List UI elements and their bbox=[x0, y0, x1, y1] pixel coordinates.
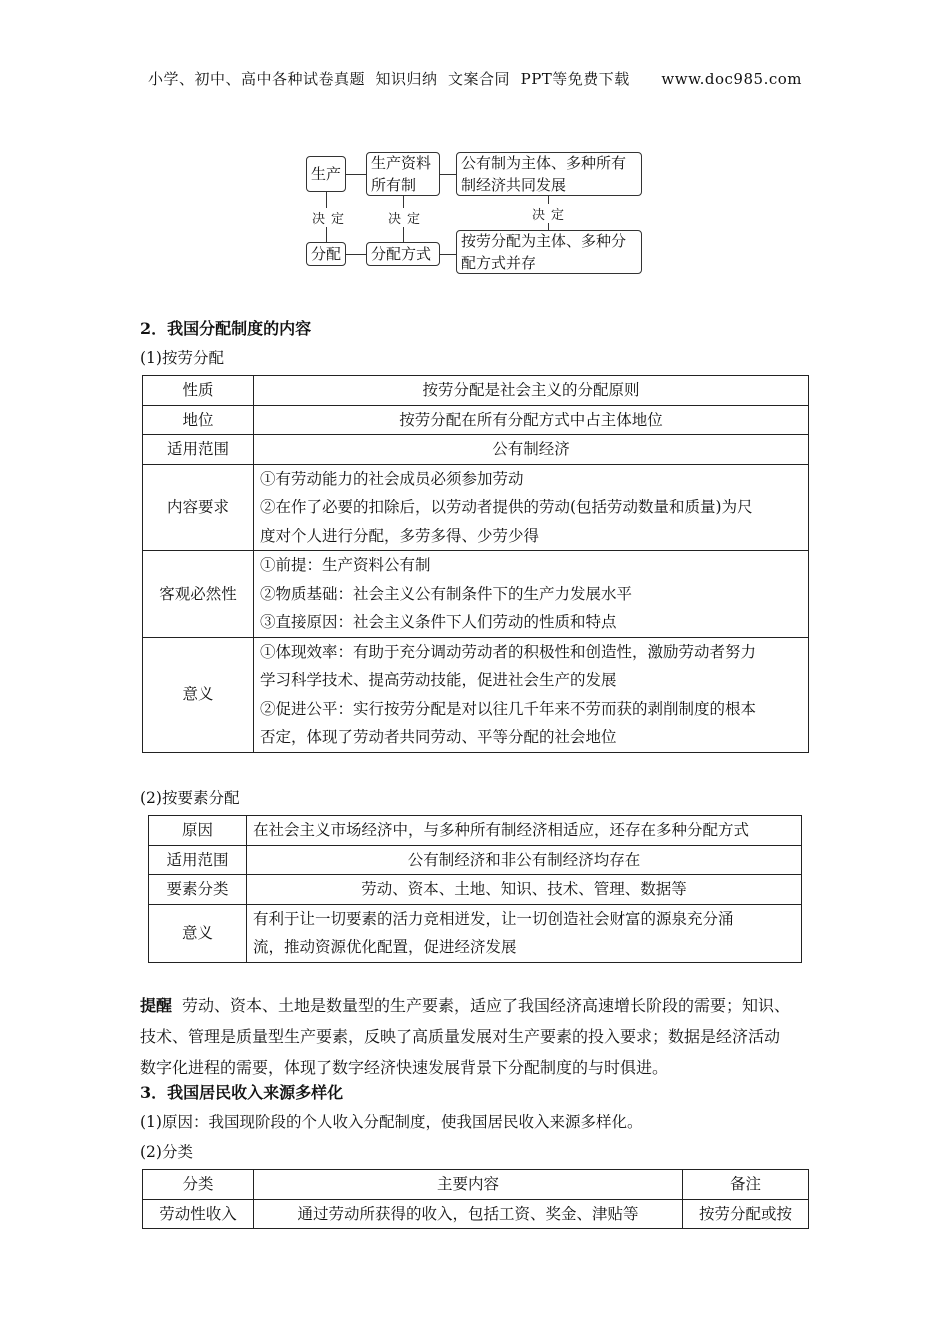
diagram-distribution-box bbox=[306, 242, 346, 266]
table-row bbox=[143, 1170, 809, 1200]
table-row bbox=[143, 464, 809, 551]
table-cell-line: 学习科学技术、提高劳动技能，促进社会生产的发展 bbox=[260, 671, 617, 689]
diagram-distribution-mode-label: 分配方式 bbox=[371, 245, 432, 263]
table-cell-line: 流，推动资源优化配置，促进经济发展 bbox=[253, 938, 517, 956]
labor-distribution-table bbox=[142, 375, 809, 753]
section-2-title: 2．我国分配制度的内容 bbox=[140, 319, 312, 338]
diagram-distribution-system-line1: 按劳分配为主体、多种分 bbox=[461, 232, 627, 250]
table-cell-line: ①前提：生产资料公有制 bbox=[260, 556, 431, 574]
table-cell: 劳动性收入 bbox=[143, 1199, 254, 1229]
diagram-ownership-line2: 所有制 bbox=[371, 176, 417, 194]
diagram-distribution-label: 分配 bbox=[311, 245, 342, 263]
table-cell: 原因 bbox=[149, 816, 247, 846]
table-cell-line: ①有劳动能力的社会成员必须参加劳动 bbox=[260, 469, 524, 488]
table-cell-line: 有利于让一切要素的活力竞相迸发，让一切创造社会财富的源泉充分涌 bbox=[253, 909, 734, 928]
page-header: 小学、初中、高中各种试卷真题 知识归纳 文案合同 PPT等免费下载 www.doc985.com bbox=[147, 70, 802, 88]
table-cell: 适用范围 bbox=[149, 845, 247, 875]
table-cell-line: ②在作了必要的扣除后，以劳动者提供的劳动(包括劳动数量和质量)为尺 bbox=[260, 498, 753, 516]
diagram-distribution-system-box bbox=[456, 230, 642, 274]
section-3-p1: (1)原因：我国现阶段的个人收入分配制度，使我国居民收入来源多样化。 bbox=[140, 1113, 643, 1131]
diagram-decide-label-1: 决定 bbox=[310, 208, 352, 227]
section-2-sub2: (2)按要素分配 bbox=[140, 789, 240, 807]
table-cell: 按劳分配在所有分配方式中占主体地位 bbox=[254, 405, 809, 435]
table-row bbox=[143, 405, 809, 435]
table-cell: 意义 bbox=[143, 637, 254, 752]
table-cell: 意义 bbox=[149, 904, 247, 962]
table-cell-line: ②促进公平：实行按劳分配是对以往几千年来不劳而获的剥削制度的根本 bbox=[260, 699, 757, 718]
table-row bbox=[143, 376, 809, 406]
table-header-cell: 备注 bbox=[683, 1170, 809, 1200]
table-header-cell: 主要内容 bbox=[254, 1170, 683, 1200]
table-cell: 地位 bbox=[143, 405, 254, 435]
table-cell: 公有制经济和非公有制经济均存在 bbox=[247, 845, 802, 875]
table-cell bbox=[254, 551, 809, 638]
diagram-ownership-system-box bbox=[456, 152, 642, 196]
table-row bbox=[143, 637, 809, 752]
table-cell: 劳动、资本、土地、知识、技术、管理、数据等 bbox=[247, 875, 802, 905]
table-row bbox=[149, 875, 802, 905]
table-cell: 按劳分配或按 bbox=[683, 1199, 809, 1229]
table-cell-line: ③直接原因：社会主义条件下人们劳动的性质和特点 bbox=[260, 613, 617, 631]
diagram-ownership-line1: 生产资料 bbox=[371, 154, 432, 172]
section-3-p2: (2)分类 bbox=[140, 1143, 193, 1161]
table-cell bbox=[254, 464, 809, 551]
table-cell: 要素分类 bbox=[149, 875, 247, 905]
diagram-distribution-system-line2: 配方式并存 bbox=[461, 254, 537, 272]
distribution-diagram bbox=[300, 148, 650, 276]
reminder-line-2: 技术、管理是质量型生产要素，反映了高质量发展对生产要素的投入要求；数据是经济活动 bbox=[140, 1027, 781, 1046]
table-cell: 通过劳动所获得的收入，包括工资、奖金、津贴等 bbox=[254, 1199, 683, 1229]
table-cell-line: 否定，体现了劳动者共同劳动、平等分配的社会地位 bbox=[260, 728, 617, 746]
diagram-ownership-system-line2: 制经济共同发展 bbox=[461, 176, 567, 194]
table-cell-line: ②物质基础：社会主义公有制条件下的生产力发展水平 bbox=[260, 584, 633, 603]
table-row bbox=[143, 551, 809, 638]
table-cell-line: ①体现效率：有助于充分调动劳动者的积极性和创造性，激励劳动者努力 bbox=[260, 642, 757, 661]
diagram-production-box bbox=[306, 156, 346, 192]
table-cell: 性质 bbox=[143, 376, 254, 406]
table-row bbox=[149, 816, 802, 846]
table-cell: 公有制经济 bbox=[254, 435, 809, 465]
table-row bbox=[149, 845, 802, 875]
table-cell: 客观必然性 bbox=[143, 551, 254, 638]
table-row bbox=[149, 904, 802, 962]
section-3-title: 3．我国居民收入来源多样化 bbox=[140, 1083, 344, 1102]
table-cell: 内容要求 bbox=[143, 464, 254, 551]
table-cell bbox=[247, 904, 802, 962]
reminder-line-3: 数字化进程的需要，体现了数字经济快速发展背景下分配制度的与时俱进。 bbox=[140, 1058, 669, 1077]
diagram-decide-label-3: 决定 bbox=[530, 204, 572, 223]
table-cell: 按劳分配是社会主义的分配原则 bbox=[254, 376, 809, 406]
section-2-sub1: (1)按劳分配 bbox=[140, 349, 224, 367]
factor-distribution-table bbox=[148, 815, 802, 963]
diagram-production-label: 生产 bbox=[311, 165, 342, 183]
table-cell: 适用范围 bbox=[143, 435, 254, 465]
table-cell bbox=[254, 637, 809, 752]
reminder-label: 提醒 bbox=[140, 996, 173, 1015]
diagram-distribution-mode-box bbox=[366, 242, 440, 266]
diagram-ownership-system-line1: 公有制为主体、多种所有 bbox=[461, 154, 627, 172]
table-row bbox=[143, 435, 809, 465]
income-sources-table bbox=[142, 1169, 809, 1229]
table-row bbox=[143, 1199, 809, 1229]
table-cell: 在社会主义市场经济中，与多种所有制经济相适应，还存在多种分配方式 bbox=[247, 816, 802, 846]
diagram-ownership-box bbox=[366, 152, 440, 196]
reminder-line-1: 劳动、资本、土地是数量型的生产要素，适应了我国经济高速增长阶段的需要；知识、 bbox=[182, 996, 791, 1015]
table-cell-line: 度对个人进行分配，多劳多得、少劳少得 bbox=[260, 526, 540, 545]
reminder-paragraph bbox=[140, 990, 812, 1083]
diagram-decide-label-2: 决定 bbox=[386, 208, 428, 227]
table-header-cell: 分类 bbox=[143, 1170, 254, 1200]
